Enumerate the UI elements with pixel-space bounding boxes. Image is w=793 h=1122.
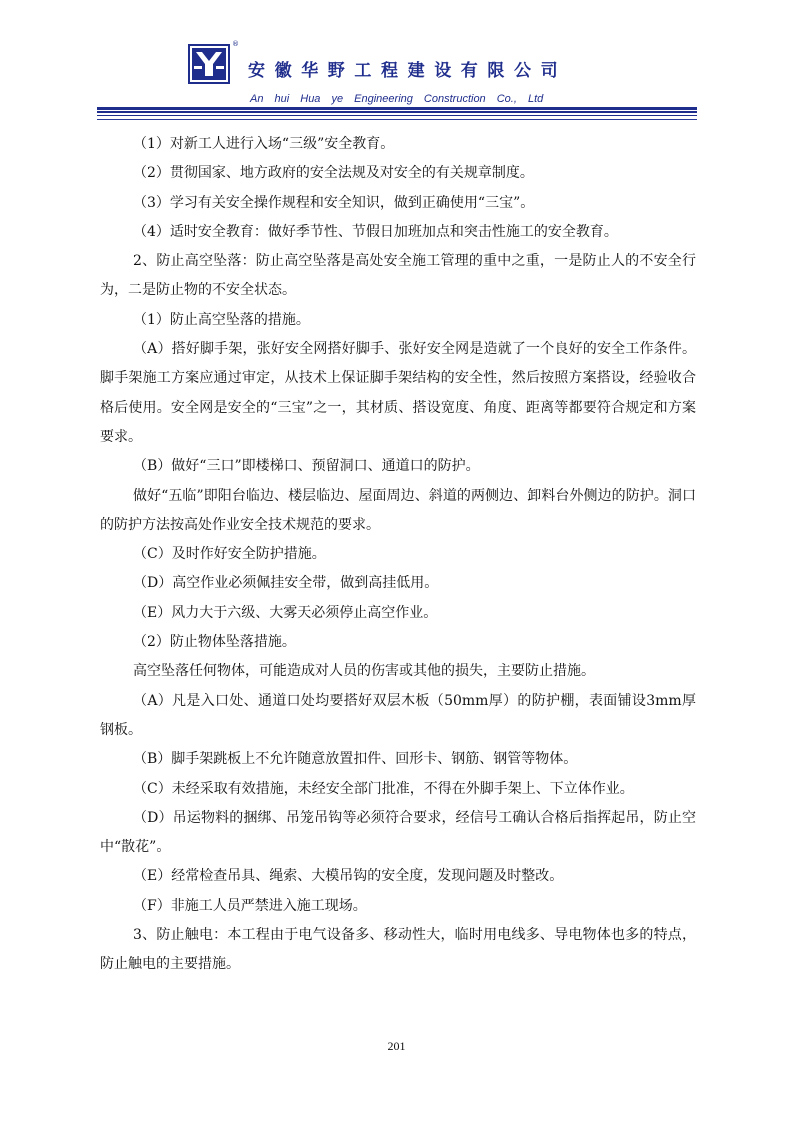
header-rule <box>97 115 697 116</box>
paragraph: 高空坠落任何物体，可能造成对人员的伤害或其他的损失，主要防止措施。 <box>133 663 595 680</box>
paragraph: （E）经常检查吊具、绳索、大模吊钩的安全度，发现问题及时整改。 <box>133 868 564 885</box>
paragraph: （D）高空作业必须佩挂安全带，做到高挂低用。 <box>133 575 439 592</box>
company-name-en: An hui Hua ye Engineering Construction Co., Ltd <box>250 93 544 105</box>
paragraph: （B）做好“三口”即楼梯口、预留洞口、通道口的防护。 <box>133 458 480 475</box>
paragraph: （F）非施工人员严禁进入施工现场。 <box>133 897 367 914</box>
document-body <box>100 130 696 980</box>
header-rule <box>97 111 697 113</box>
paragraph: （2）贯彻国家、地方政府的安全法规及对安全的有关规章制度。 <box>133 165 534 182</box>
paragraph: （A）凡是入口处、通道口处均要搭好双层木板（50mm厚）的防护棚，表面铺设3mm厚钢板。 <box>100 692 696 738</box>
page-number: 201 <box>387 1039 406 1053</box>
paragraph: （4）适时安全教育：做好季节性、节假日加班加点和突击性施工的安全教育。 <box>133 223 618 240</box>
company-logo-icon <box>188 44 230 84</box>
company-name-cn: 安徽华野工程建设有限公司 <box>248 61 568 81</box>
paragraph: 做好“五临”即阳台临边、楼层临边、屋面周边、斜道的两侧边、卸料台外侧边的防护。洞口的防护方法按高处作业安全技术规范的要求。 <box>100 487 696 533</box>
paragraph: （A）搭好脚手架，张好安全网搭好脚手、张好安全网是造就了一个良好的安全工作条件。脚手架施工方案应通过审定，从技术上保证脚手架结构的安全性，然后按照方案搭设，经验收合格后使用。安全网是安全的“三宝”之一，其材质、搭设宽度、角度、距离等都要符合规定和方案要求。 <box>100 341 696 445</box>
paragraph: （E）风力大于六级、大雾天必须停止高空作业。 <box>133 604 438 621</box>
paragraph: （C）及时作好安全防护措施。 <box>133 546 326 563</box>
paragraph: （C）未经采取有效措施，未经安全部门批准，不得在外脚手架上、下立体作业。 <box>133 780 634 797</box>
paragraph: 2、防止高空坠落：防止高空坠落是高处安全施工管理的重中之重，一是防止人的不安全行为，二是防止物的不安全状态。 <box>100 253 696 299</box>
paragraph: 3、防止触电：本工程由于电气设备多、移动性大，临时用电线多、导电物体也多的特点，防止触电的主要措施。 <box>100 927 696 973</box>
paragraph: （D）吊运物料的捆绑、吊笼吊钩等必须符合要求，经信号工确认合格后指挥起吊，防止空中“散花”。 <box>100 809 696 856</box>
registered-mark: ® <box>232 40 239 48</box>
paragraph: （1）对新工人进行入场“三级”安全教育。 <box>133 136 395 152</box>
paragraph: （B）脚手架跳板上不允许随意放置扣件、回形卡、钢筋、钢管等物体。 <box>133 751 578 768</box>
paragraph: （1）防止高空坠落的措施。 <box>133 311 310 328</box>
header-rule <box>97 107 697 110</box>
paragraph: （2）防止物体坠落措施。 <box>133 634 296 651</box>
paragraph: （3）学习有关安全操作规程和安全知识，做到正确使用“三宝”。 <box>133 194 535 211</box>
header-rule <box>97 119 697 120</box>
